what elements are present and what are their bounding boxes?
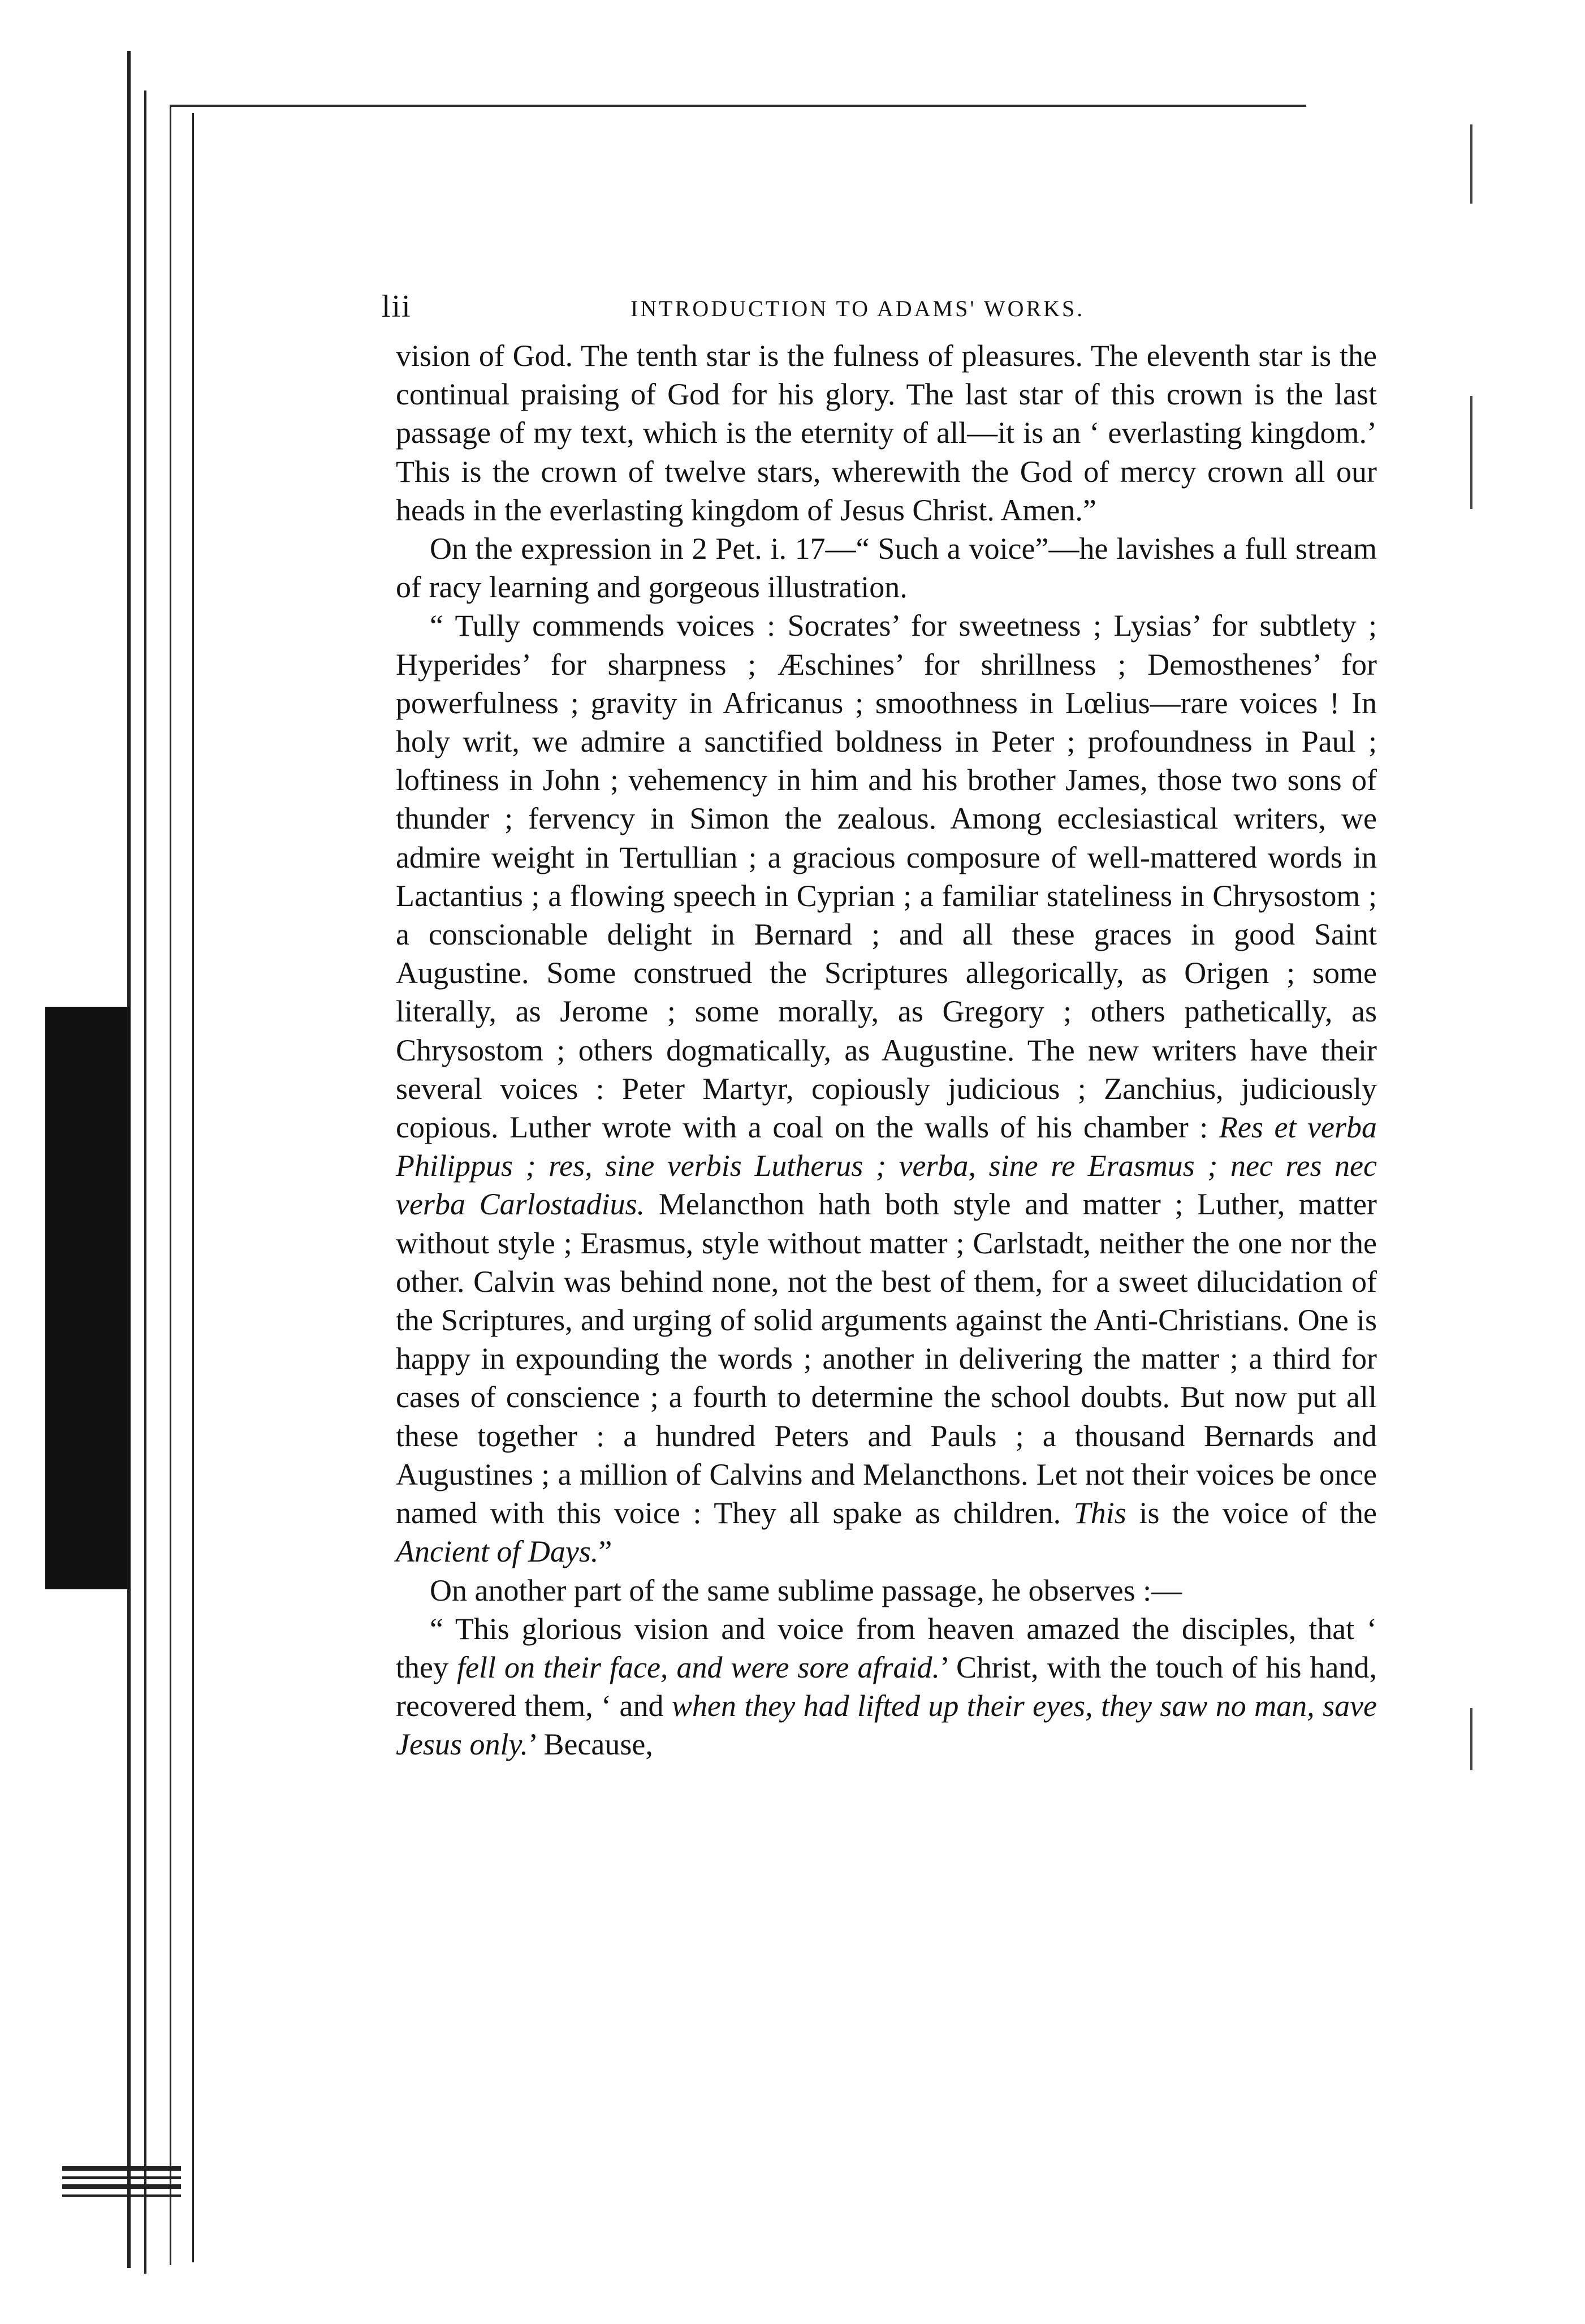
binding-foot-rule (62, 2166, 181, 2171)
paragraph (396, 529, 1377, 606)
text-segment: ” (598, 1534, 612, 1569)
binding-foot-rule (62, 2194, 181, 2197)
text-segment: “ Tully commends voices : Socrates’ for sweetness ; Lysias’ for subtlety ; Hyperides’ for sharpness ; Æschines’ for shrillness ; Demosthenes’ for powerfulness ; gravity in Africanus ; smoothness in Lœlius—rare voices ! In holy writ, we admire a sanctified boldness in Peter ; profoundness in Paul ; loftiness in John ; vehemency in him and his brother James, those two sons of thunder ; fervency in Simon the zealous. Among ecclesiastical writers, we admire weight in Tertullian ; a gracious composure of well-mattered words in Lactantius ; a flowing speech in Cyprian ; a familiar stateliness in Chrysostom ; a conscionable delight in Bernard ; and all these graces in good Saint Augustine. Some construed the Scriptures allegorically, as Origen ; some literally, as Jerome ; some morally, as Gregory ; others pathetically, as Chrysostom ; others dogmatically, as Augustine. The new writers have their several voices : Peter Martyr, copiously judicious ; Zanchius, judiciously copious. Luther wrote with a coal on the walls of his chamber : (396, 609, 1377, 1145)
italic-text: Res et verba Philippus ; res, sine verbis Lutherus ; verba, sine re Erasmus ; nec res nec verba Carlostadius. (396, 1110, 1377, 1222)
paragraph (396, 1610, 1377, 1764)
page-number: lii (382, 289, 412, 324)
paragraph (396, 337, 1377, 529)
text-segment: ’ Christ, with the touch of his hand, recovered them, ‘ and (396, 1650, 1377, 1723)
running-head: INTRODUCTION TO ADAMS' WORKS. (630, 296, 1085, 321)
text-segment: is the voice of the (1126, 1496, 1377, 1530)
paragraph (396, 1571, 1377, 1610)
text-segment: On another part of the same sublime passage, he observes :— (430, 1573, 1182, 1607)
binding-edge-line (144, 90, 146, 2274)
binding-shadow (45, 1007, 130, 1589)
paragraph (396, 606, 1377, 1571)
italic-text: This (1073, 1496, 1126, 1530)
right-edge-mark (1470, 396, 1472, 509)
right-edge-mark (1470, 124, 1472, 204)
text-segment: ’ Because, (528, 1727, 653, 1762)
body-text (396, 337, 1377, 1764)
page-header (382, 288, 1377, 328)
binding-edge-line (192, 113, 194, 2262)
italic-text: when they had lifted up their eyes, they saw no man, save Jesus only. (396, 1689, 1377, 1762)
page-top-rule (170, 105, 1306, 107)
binding-foot-rule (62, 2176, 181, 2179)
text-segment: On the expression in 2 Pet. i. 17—“ Such a voice”—he lavishes a full stream of racy learning and gorgeous illustration. (396, 532, 1377, 605)
text-segment: “ This glorious vision and voice from heaven amazed the disciples, that ‘ they (396, 1611, 1377, 1684)
text-segment: vision of God. The tenth star is the fulness of pleasures. The eleventh star is the continual praising of God for his glory. The last star of this crown is the last passage of my text, which is the eternity of all—it is an ‘ everlasting kingdom.’ This is the crown of twelve stars, wherewith the God of mercy crown all our heads in the everlasting kingdom of Jesus Christ. Amen.” (396, 339, 1377, 527)
right-edge-mark (1470, 1708, 1472, 1770)
binding-edge-line (170, 105, 171, 2265)
text-segment: Melancthon hath both style and matter ; Luther, matter without style ; Erasmus, style without matter ; Carlstadt, neither the one nor the other. Calvin was behind none, not the best of them, for a sweet dilucidation of the Scriptures, and urging of solid arguments against the Anti-Christians. One is happy in expounding the words ; another in delivering the matter ; a third for cases of conscience ; a fourth to determine the school doubts. But now put all these together : a hundred Peters and Pauls ; a thousand Bernards and Augustines ; a million of Calvins and Melancthons. Let not their voices be once named with this voice : They all spake as children. (396, 1187, 1377, 1530)
italic-text: fell on their face, and were sore afraid. (456, 1650, 940, 1684)
italic-text: Ancient of Days. (396, 1534, 599, 1569)
binding-foot-rule (62, 2184, 181, 2189)
